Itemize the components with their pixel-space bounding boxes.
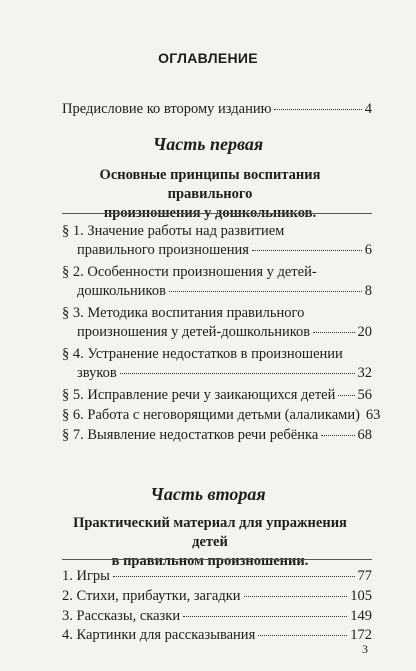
divider-rule — [62, 559, 372, 560]
leader-dots — [274, 109, 361, 110]
toc-page-number: 4 — [364, 101, 372, 117]
toc-entry-p1-5: § 5. Исправление речи у заикающихся детей 56 — [62, 387, 372, 403]
toc-entry-p2-3: 3. Рассказы, сказки 149 — [62, 608, 372, 624]
toc-entry-preface — [62, 100, 372, 119]
leader-dots — [338, 395, 354, 396]
toc-entry-p1-7: § 7. Выявление недостатков речи ребёнка 68 — [62, 427, 372, 443]
toc-page-number: 149 — [350, 608, 372, 624]
toc-entry-text: Предисловие ко второму изданию — [62, 101, 272, 117]
leader-dots — [183, 616, 347, 617]
part-one-title: Основные принципы воспитания правильного произношения у дошкольников. — [99, 167, 321, 221]
page-folio: 3 — [362, 642, 368, 656]
leader-dots — [120, 373, 355, 374]
part-one-label: Часть первая — [152, 134, 264, 154]
toc-entry-p1-4: § 4. Устранение недостатков в произношении звуков 32 — [62, 346, 372, 381]
toc-heading: ОГЛАВЛЕНИЕ — [158, 50, 258, 66]
toc-page-number: 8 — [364, 283, 372, 299]
toc-page-number: 63 — [365, 407, 381, 423]
toc-entry-p1-2: § 2. Особенности произношения у детей- дошкольников 8 — [62, 264, 372, 299]
part-two-label: Часть вторая — [150, 484, 266, 504]
toc-entry-p2-2: 2. Стихи, прибаутки, загадки 105 — [62, 588, 372, 604]
leader-dots — [113, 576, 355, 577]
toc-page-number: 56 — [357, 387, 372, 403]
leader-dots — [313, 332, 354, 333]
toc-page-number: 6 — [364, 242, 372, 258]
toc-entry-p2-4: 4. Картинки для рассказывания 172 — [62, 627, 372, 643]
toc-page-number: 20 — [357, 324, 372, 340]
toc-page-number: 105 — [350, 588, 372, 604]
toc-entry-p1-6: § 6. Работа с неговорящими детьми (алаликами) 63 — [62, 407, 381, 423]
leader-dots — [252, 250, 362, 251]
toc-entry-p1-3: § 3. Методика воспитания правильного произношения у детей-дошкольников 20 — [62, 305, 372, 340]
toc-entry-p1-1: § 1. Значение работы над развитием правильного произношения 6 — [62, 223, 372, 258]
toc-page-number: 68 — [357, 427, 372, 443]
leader-dots — [321, 435, 354, 436]
divider-rule — [62, 213, 372, 214]
toc-entry-p2-1: 1. Игры 77 — [62, 568, 372, 584]
toc-page-number: 172 — [350, 627, 372, 643]
leader-dots — [258, 635, 347, 636]
leader-dots — [244, 596, 348, 597]
leader-dots — [169, 291, 362, 292]
part-two-title: Практический материал для упражнения детей в правильном произношении. — [73, 515, 347, 569]
toc-page-number: 77 — [357, 568, 372, 584]
toc-page-number: 32 — [357, 365, 372, 381]
